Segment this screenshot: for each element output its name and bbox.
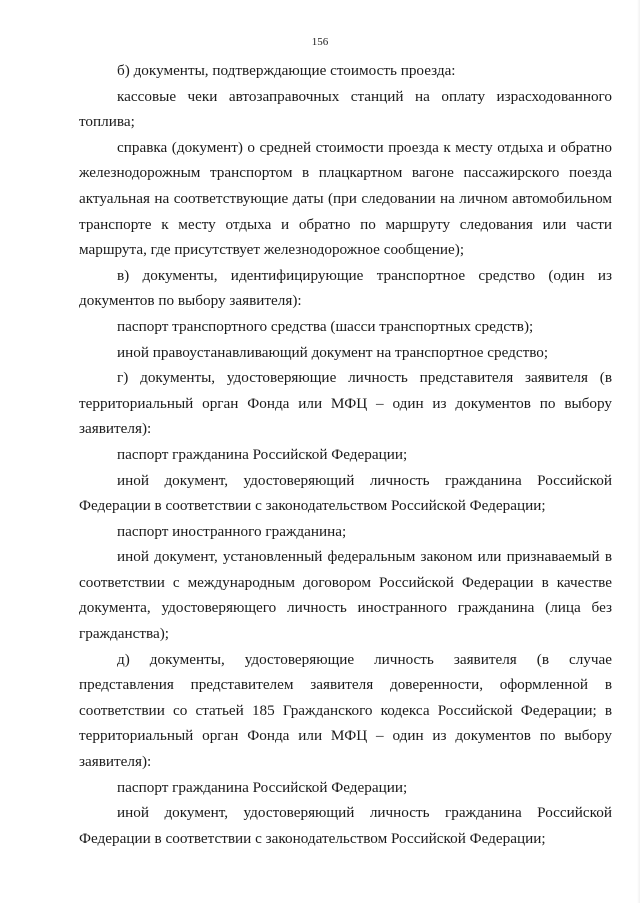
paragraph-rf-other-doc-1: иной документ, удостоверяющий личность гражданина Российской Федерации в соответствии с законодательством Российской Федерации;: [79, 471, 612, 515]
paragraph-rail-cost-certificate: справка (документ) о средней стоимости проезда к месту отдыха и обратно железнодорожным транспортом в плацкартном вагоне пассажирского поезда актуальная на соответствующие даты (при следовании на личном автомобильном транспорте к месту отдыха и обратно по маршруту следования или части маршрута, где присутствует железнодорожное сообщение);: [79, 138, 612, 259]
document-body: [79, 58, 612, 851]
paragraph-foreign-passport: паспорт иностранного гражданина;: [117, 522, 347, 540]
paragraph-rf-passport-1: паспорт гражданина Российской Федерации;: [117, 445, 408, 463]
paragraph-d: д) документы, удостоверяющие личность заявителя (в случае представления представителем заявителя доверенности, оформленной в соответствии со статьей 185 Гражданского кодекса Российской Федерации; в территориальный орган Фонда или МФЦ – один из документов по выбору заявителя):: [79, 650, 612, 771]
page-number: 156: [311, 36, 329, 48]
paragraph-fuel-receipts: кассовые чеки автозаправочных станций на оплату израсходованного топлива;: [79, 87, 612, 131]
paragraph-v: в) документы, идентифицирующие транспортное средство (один из документов по выбору заявителя):: [79, 266, 612, 310]
paragraph-vehicle-other-doc: иной правоустанавливающий документ на транспортное средство;: [117, 343, 549, 361]
paragraph-vehicle-passport: паспорт транспортного средства (шасси транспортных средств);: [117, 317, 534, 335]
paragraph-g: г) документы, удостоверяющие личность представителя заявителя (в территориальный орган Фонда или МФЦ – один из документов по выбору заявителя):: [79, 369, 612, 438]
paragraph-foreign-other-doc: иной документ, установленный федеральным законом или признаваемый в соответствии с международным договором Российской Федерации в качестве документа, удостоверяющего личность иностранного гражданина (лица без гражданства);: [79, 548, 612, 643]
paragraph-rf-passport-2: паспорт гражданина Российской Федерации;: [117, 778, 408, 796]
paragraph-rf-other-doc-2: иной документ, удостоверяющий личность гражданина Российской Федерации в соответствии с законодательством Российской Федерации;: [79, 804, 612, 847]
paragraph-b: б) документы, подтверждающие стоимость проезда:: [117, 62, 456, 79]
